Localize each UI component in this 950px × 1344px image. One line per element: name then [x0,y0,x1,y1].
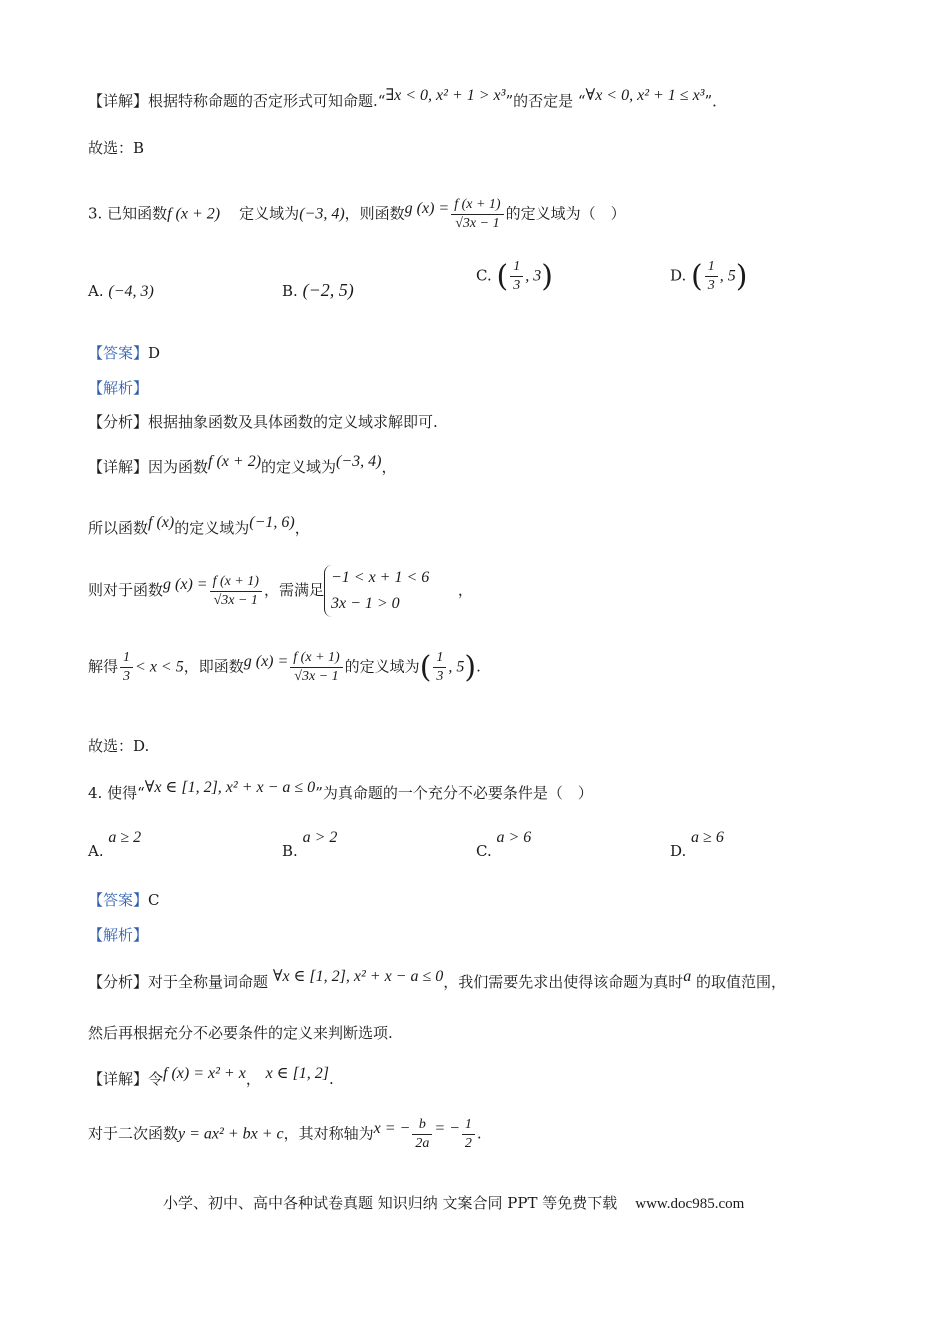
analysis-tag: 【解析】 [88,926,149,944]
choose-line: 故选：D. [88,737,150,755]
math-expression: g (x) = [163,576,208,593]
math-expression: (−3, 4) [336,453,382,470]
text: . [329,1070,334,1088]
option-label: C. [476,842,492,860]
math-expression: = − [434,1119,460,1137]
text: 则对于函数 [88,581,164,599]
footer-text: 小学、初中、高中各种试卷真题 知识归纳 文案合同 PPT 等免费下载 [163,1194,618,1212]
option-d [670,258,747,295]
option-value: , 3 [525,267,542,285]
math-expression: a [683,968,692,985]
math-expression: g (x) = [243,652,289,670]
option-label: D. [670,266,687,285]
text: 的定义域为（ ） [505,204,626,223]
denominator: 2 [462,1134,475,1153]
math-expression: , 5 [448,658,465,676]
text: ， [457,581,473,599]
inequality-1: −1 < x + 1 < 6 [330,569,430,586]
text: ， [294,519,310,537]
math-expression: x ∈ [1, 2] [265,1065,330,1082]
answer-tag: 【答案】 [88,891,149,909]
text: ”的否定是 “ [505,92,586,110]
text: ， [245,1070,261,1088]
text: . [476,657,481,676]
analysis-line [88,411,438,432]
numerator: 1 [464,1117,472,1132]
math-expression: f (x) = x² + x [163,1065,246,1082]
text: 对于二次函数 [88,1124,179,1143]
denominator: 3 [705,276,718,295]
numerator: f (x + 1) [454,197,501,212]
question-4 [88,779,593,803]
fraction [451,196,503,233]
option-label: A. [88,282,104,300]
math-expression: f (x + 2) [208,453,262,470]
option-c [476,258,553,295]
analysis-line [88,968,787,992]
choose-line: 故选：B [88,139,145,157]
inequality-2: 3x − 1 > 0 [330,595,400,612]
detail-tag: 【详解】 [88,1070,149,1088]
text: ，其对称轴为 [283,1124,374,1143]
denominator: 3 [510,276,523,295]
math-expression: < x < 5 [135,658,184,676]
fraction [705,258,718,295]
detail-line [88,87,728,111]
detail-tag: 【详解】 [88,92,149,110]
answer-tag: 【答案】 [88,344,149,362]
math-expression: f (x + 2) [167,205,221,223]
option-label: D. [670,842,687,860]
option-label: A. [88,842,104,860]
option-value: a ≥ 6 [691,829,724,846]
numerator: 1 [707,259,715,274]
numerator: 1 [436,650,444,665]
numerator: 1 [513,259,521,274]
option-c [476,828,532,860]
text: ，需满足 [263,581,324,599]
numerator: b [418,1117,426,1132]
fraction [412,1116,432,1153]
text: ，即函数 [183,657,244,676]
math-expression: ∃x < 0, x² + 1 > x³ [385,87,506,104]
text: ，则函数 [344,204,405,223]
right-paren: ) [541,259,553,294]
option-a [88,828,142,860]
denominator: 3 [433,667,446,686]
answer-value: D [148,344,161,362]
numerator: f (x + 1) [293,650,340,665]
fraction [120,649,133,686]
text: . [476,1124,482,1143]
option-a [88,282,154,301]
math-expression: ∀x ∈ [1, 2], x² + x − a ≤ 0 [144,779,316,796]
math-expression: (−3, 4) [299,205,345,223]
denominator: 2a [412,1134,432,1153]
left-paren: ( [496,259,509,294]
detail-line [88,649,481,686]
math-expression: ∀x ∈ [1, 2], x² + x − a ≤ 0 [272,968,444,985]
detail-line [88,1065,334,1089]
page-footer [163,1192,744,1213]
fraction [462,1116,475,1153]
denominator: 3 [120,667,133,686]
analysis-subtag: 【分析】 [88,413,149,431]
text: 因为函数 [148,458,209,476]
answer-line [88,342,160,363]
text: 的取值范围， [696,973,787,991]
inequality-system [324,565,429,617]
fraction [290,649,342,686]
math-expression: (−1, 6) [249,514,295,531]
option-value: (−2, 5) [302,280,354,300]
fraction [510,258,523,295]
text: 令 [148,1070,164,1088]
text: 的定义域为 [344,657,420,676]
fraction [433,649,446,686]
text: ，我们需要先求出使得该命题为真时 [443,973,684,991]
option-value: a > 2 [302,829,338,846]
analysis-line: 然后再根据充分不必要条件的定义来判断选项. [88,1024,393,1042]
fraction [210,573,262,610]
numerator: 1 [123,650,131,665]
math-expression: ∀x < 0, x² + 1 ≤ x³ [585,87,705,104]
answer-line [88,889,160,910]
right-paren: ) [735,259,748,294]
footer-link[interactable]: www.doc985.com [635,1196,745,1212]
option-b [282,828,338,860]
numerator: f (x + 1) [212,573,259,589]
text: ”． [704,92,728,110]
question-number: 3. 已知函数 [88,204,168,223]
option-value: (−4, 3) [108,283,154,300]
option-label: B. [282,842,298,860]
right-paren: ) [464,650,477,685]
left-paren: ( [419,650,432,685]
option-label: B. [282,282,298,300]
analysis-tag: 【解析】 [88,379,149,397]
left-paren: ( [691,259,703,294]
text: ”为真命题的一个充分不必要条件是（ ） [315,784,593,802]
option-value: , 5 [719,267,736,285]
detail-line [88,1116,482,1153]
question-3 [88,196,626,233]
math-expression: f (x) [148,514,175,531]
option-label: C. [476,266,492,285]
option-b [282,280,354,301]
option-d [670,828,724,860]
denominator: √3x − 1 [210,591,262,610]
text: 定义域为 [239,204,300,223]
text: 对于全称量词命题 [148,973,269,991]
answer-value: C [148,891,160,909]
math-expression: x = − [373,1119,411,1137]
denominator: √3x − 1 [290,667,342,686]
math-expression: g (x) = [404,199,450,217]
detail-line [88,514,310,538]
text: 4. 使得“ [88,784,145,802]
analysis-subtag: 【分析】 [88,973,149,991]
text: 的定义域为 [174,519,250,537]
text: 所以函数 [88,519,149,537]
option-value: a > 6 [496,829,532,846]
text: 解得 [88,657,119,676]
detail-line [88,565,473,617]
option-value: a ≥ 2 [108,829,142,846]
text: ， [381,458,397,476]
text: 的定义域为 [261,458,337,476]
denominator: √3x − 1 [451,214,503,233]
math-expression: y = ax² + bx + c [178,1125,284,1143]
detail-line [88,453,397,477]
text: 根据特称命题的否定形式可知命题.“ [148,92,386,110]
detail-tag: 【详解】 [88,458,149,476]
text: 根据抽象函数及具体函数的定义域求解即可. [148,413,438,431]
